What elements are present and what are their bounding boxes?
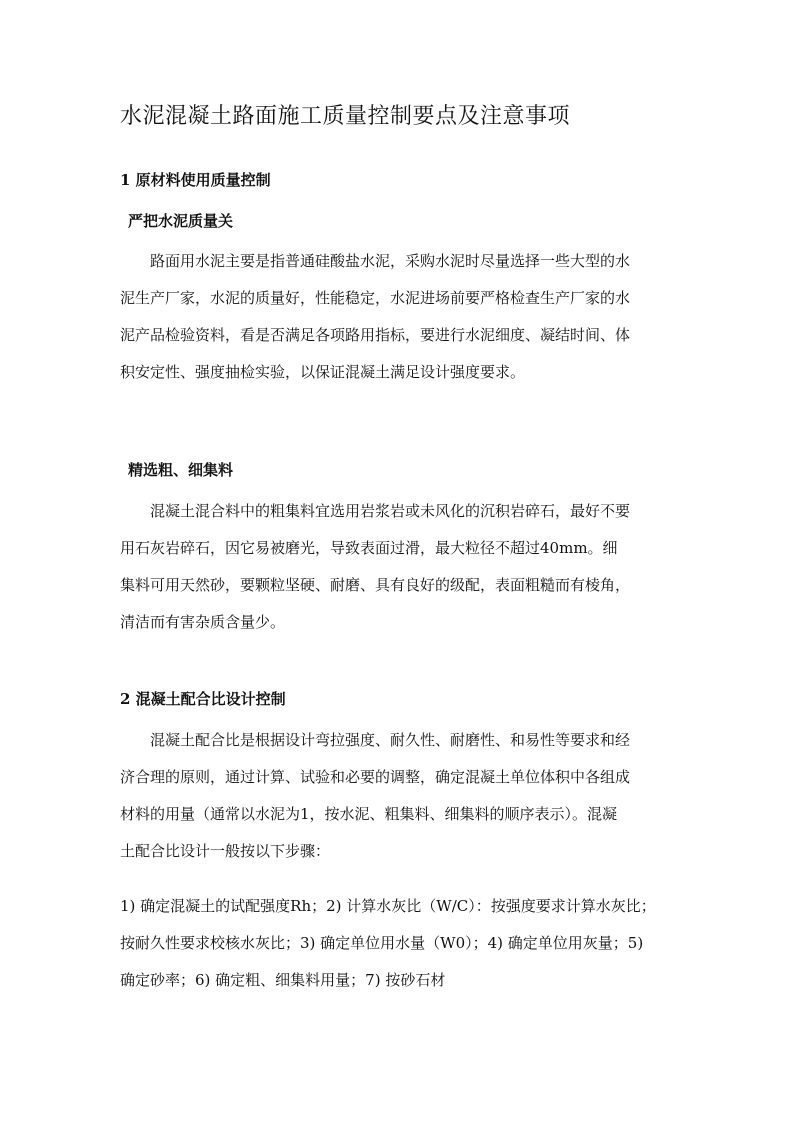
document-title: 水泥混凝土路面施工质量控制要点及注意事项 (120, 104, 571, 129)
section2-steps-paragraph: 1) 确定混凝土的试配强度Rh；2) 计算水灰比（W/C）：按强度要求计算水灰比；按耐久性要求校核水灰比；3) 确定单位用水量（W0）；4) 确定单位用灰量；5) 确定砂率；6) 确定粗、细集料用量；7) 按砂石材 (120, 897, 656, 989)
section1-sub2-heading: 精选粗、细集料 (128, 461, 234, 479)
section2-paragraph: 混凝土配合比是根据设计弯拉强度、耐久性、耐磨性、和易性等要求和经济合理的原则，通过计算、试验和必要的调整，确定混凝土单位体积中各组成材料的用量（通常以水泥为1，按水泥、粗集料、细集料的顺序表示）。混凝土配合比设计一般按以下步骤： (120, 731, 631, 860)
section2-heading: 2 混凝土配合比设计控制 (120, 690, 286, 708)
section1-sub1-heading: 严把水泥质量关 (128, 212, 234, 230)
section1-sub2-paragraph: 混凝土混合料中的粗集料宜选用岩浆岩或未风化的沉积岩碎石，最好不要用石灰岩碎石，因它易被磨光，导致表面过滑，最大粒径不超过40mm。细集料可用天然砂，要颗粒坚硬、耐磨、具有良好的级配，表面粗糙而有棱角，清洁而有害杂质含量少。 (120, 502, 631, 631)
section1-sub1-paragraph: 路面用水泥主要是指普通硅酸盐水泥，采购水泥时尽量选择一些大型的水泥生产厂家，水泥的质量好，性能稳定，水泥进场前要严格检查生产厂家的水泥产品检验资料，看是否满足各项路用指标，要进行水泥细度、凝结时间、体积安定性、强度抽检实验，以保证混凝土满足设计强度要求。 (120, 252, 631, 381)
section1-heading: 1 原材料使用质量控制 (120, 171, 271, 189)
